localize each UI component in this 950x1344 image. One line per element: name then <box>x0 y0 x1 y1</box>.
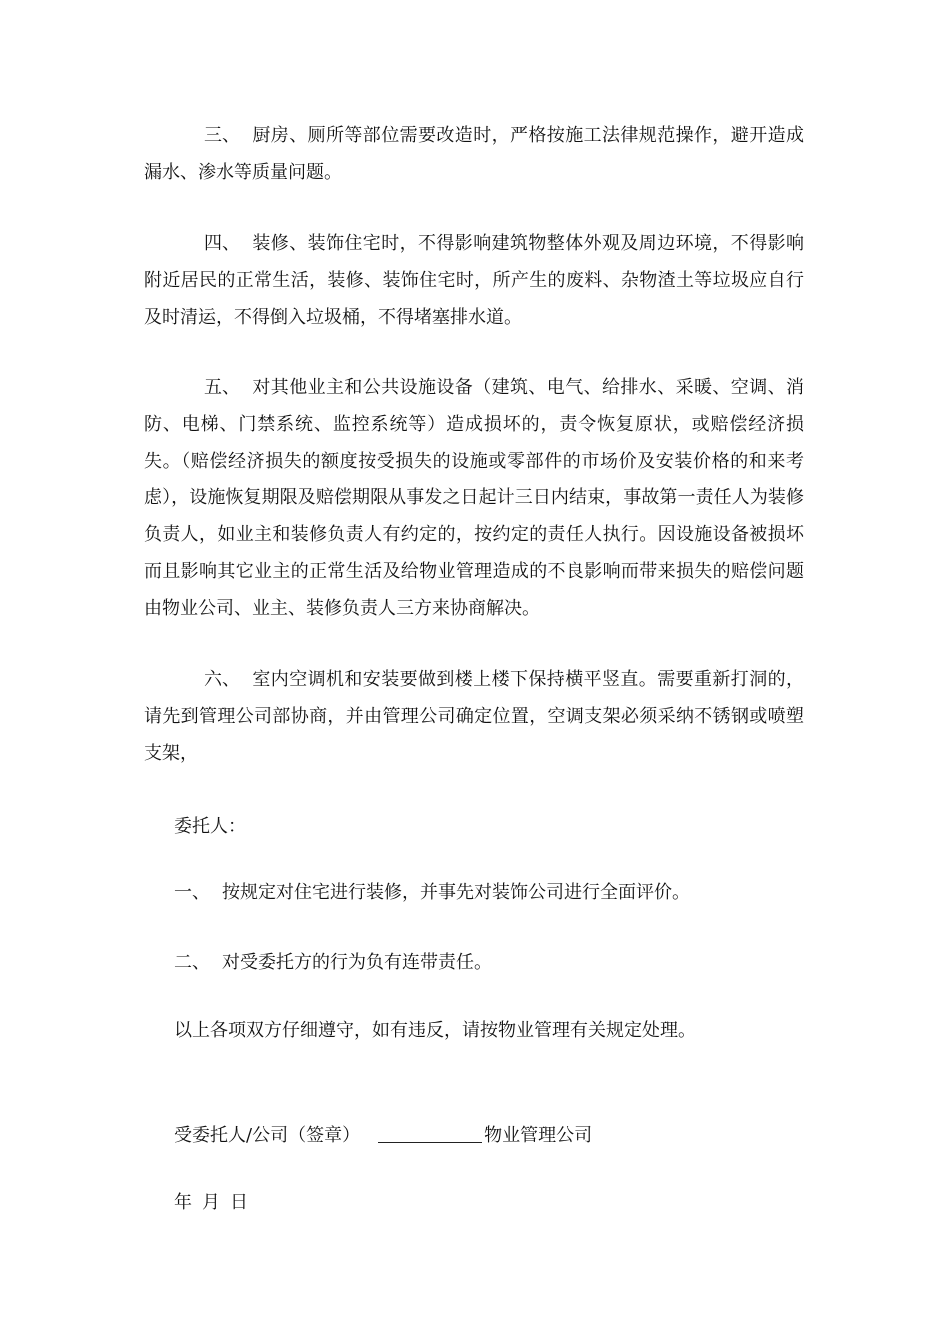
principal-item-number: 一、 <box>174 882 210 903</box>
clause-text: 对其他业主和公共设施设备（建筑、电气、给排水、采暖、空调、消防、电梯、门禁系统、监控系统等）造成损坏的，责令恢复原状，或赔偿经济损失。（赔偿经济损失的额度按受损失的设施或零部件的市场价及安装价格的和来考虑），设施恢复期限及赔偿期限从事发之日起计三日内结束，事故第一责任人为装修负责人，如业主和装修负责人有约定的，按约定的责任人执行。因设施设备被损坏而且影响其它业主的正常生活及给物业管理造成的不良影响而带来损失的赔偿问题由物业公司、业主、装修负责人三方来协商解决。 <box>144 377 804 619</box>
signature-blank <box>378 1124 482 1143</box>
clause-number: 四、 <box>204 233 240 254</box>
date-line <box>174 1190 258 1216</box>
principal-heading: 委托人： <box>174 816 246 837</box>
signature-principal-label: 受委托人/公司（签章） <box>174 1125 361 1146</box>
date-month: 月 <box>202 1192 220 1213</box>
clause-text: 装修、装饰住宅时，不得影响建筑物整体外观及周边环境，不得影响附近居民的正常生活，装修、装饰住宅时，所产生的废料、杂物渣土等垃圾应自行及时清运，不得倒入垃圾桶，不得堵塞排水道。 <box>144 233 804 328</box>
signature-company-label: 物业管理公司 <box>484 1125 593 1146</box>
principal-item-2 <box>174 950 492 976</box>
closing-statement: 以上各项双方仔细遵守，如有违反，请按物业管理有关规定处理。 <box>174 1020 696 1041</box>
clause-4 <box>144 226 804 336</box>
signature-line <box>174 1122 592 1149</box>
principal-item-1 <box>174 880 690 906</box>
clause-5 <box>144 370 804 628</box>
clause-number: 五、 <box>204 377 240 398</box>
clause-3 <box>144 118 804 192</box>
principal-item-text: 对受委托方的行为负有连带责任。 <box>222 952 492 973</box>
clause-number: 六、 <box>204 669 240 690</box>
date-year: 年 <box>174 1192 192 1213</box>
clause-text: 厨房、厕所等部位需要改造时，严格按施工法律规范操作，避开造成漏水、渗水等质量问题。 <box>144 125 804 183</box>
date-day: 日 <box>230 1192 248 1213</box>
principal-item-number: 二、 <box>174 952 210 973</box>
clause-number: 三、 <box>204 125 240 146</box>
clause-6 <box>144 662 804 772</box>
clause-text: 室内空调机和安装要做到楼上楼下保持横平竖直。需要重新打洞的，请先到管理公司部协商，并由管理公司确定位置，空调支架必须采纳不锈钢或喷塑支架， <box>144 669 804 764</box>
principal-item-text: 按规定对住宅进行装修，并事先对装饰公司进行全面评价。 <box>222 882 690 903</box>
